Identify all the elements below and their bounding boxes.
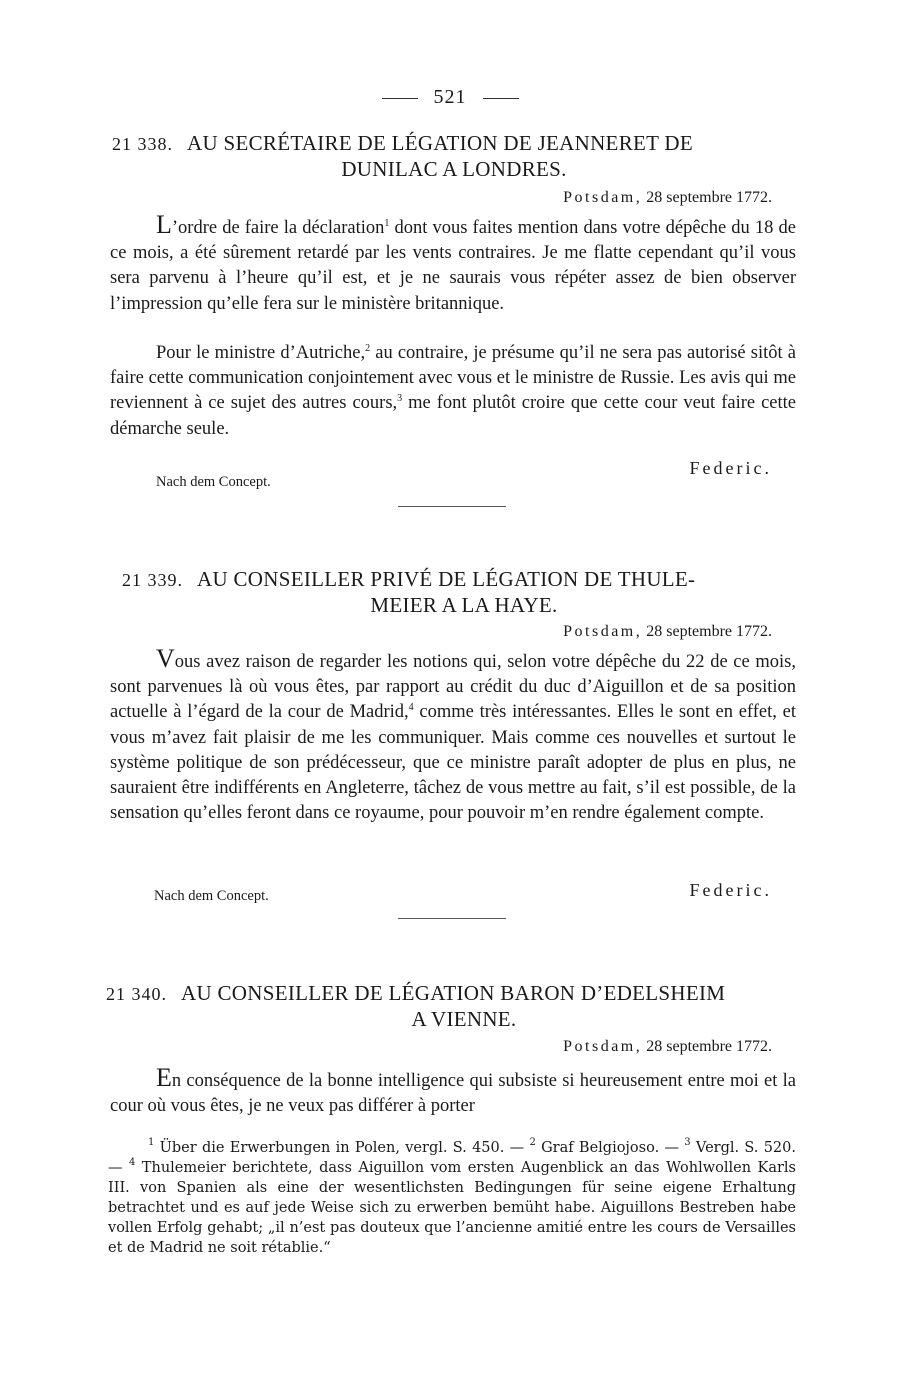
paragraph-text: au contraire, je présume qu’il ne sera pas autorisé sitôt à faire cette communication conjointement avec vous et le ministre de Russie. Les avis qui me reviennent à ce sujet des autres cours, — [110, 343, 796, 414]
footnote-ref: 4 — [408, 702, 414, 714]
paragraph-text: me font plutôt croire que cette cour veut faire cette démarche seule. — [110, 393, 796, 439]
paragraph-text: n conséquence de la bonne intelligence qui subsiste si heureusement entre moi et la cour où vous êtes, je ne veux pas différer à porter — [110, 1071, 796, 1117]
footnote-text: Thulemeier berichtete, dass Aiguillon vom ersten Augenblick an das Wohlwollen Karls III. von Spanien als eine der wesentlichsten Bedingungen für seine eigene Erhaltung betrachtet und es auf jede Weise sich zu erwerben bemüht habe. Aiguillons Bestreben habe vollen Erfolg gehabt; „il n’est pas douteux que l’ancienne amitié entre les cours de Versailles et de Madrid ne soit rétablie.“ — [108, 1160, 796, 1256]
date-text: 28 septembre 1772. — [646, 1038, 772, 1055]
letter-heading — [112, 131, 796, 182]
letter-number: 21 339. — [122, 570, 183, 590]
drop-cap: V — [156, 644, 175, 673]
footnote-text: Vergl. S. 520. — — [108, 1140, 796, 1176]
dateline — [563, 1038, 772, 1056]
footnote-text: Über die Erwerbungen in Polen, vergl. S. 450. — — [154, 1140, 530, 1156]
heading-line-1: AU CONSEILLER DE LÉGATION BARON D’EDELSHEIM — [181, 981, 726, 1005]
letter-paragraph — [110, 1065, 796, 1119]
section-divider — [398, 918, 506, 919]
section-divider — [398, 506, 506, 507]
paragraph-text: ’ordre de faire la déclaration — [171, 218, 385, 238]
footnote-number: 2 — [529, 1137, 536, 1148]
source-note: Nach dem Concept. — [154, 888, 269, 904]
footnotes — [108, 1138, 796, 1258]
page-number-dash-right — [483, 98, 519, 99]
date-text: 28 septembre 1772. — [646, 623, 772, 640]
page-number-text: 521 — [433, 86, 467, 108]
paragraph-text: ous avez raison de regarder les notions qui, selon votre dépêche du 22 de ce mois, sont parvenues là où vous êtes, par rapport au crédit du duc d’Aiguillon et de sa position actuelle à l’égard de la cour de Madrid, — [110, 652, 796, 723]
letter-paragraph — [110, 212, 796, 317]
paragraph-text: Pour le ministre d’Autriche, — [156, 343, 366, 363]
heading-line-2: A VIENNE. — [411, 1007, 517, 1031]
drop-cap: E — [156, 1063, 172, 1092]
footnote-number: 1 — [148, 1137, 155, 1148]
source-note: Nach dem Concept. — [156, 474, 271, 490]
letter-number: 21 338. — [112, 134, 173, 154]
letter-number: 21 340. — [106, 984, 167, 1004]
letter-paragraph — [110, 646, 796, 826]
letter-heading — [112, 567, 796, 618]
footnote-text: Graf Belgiojoso. — — [535, 1140, 685, 1156]
heading-line-2: DUNILAC A LONDRES. — [341, 157, 567, 181]
heading-line-1: AU SECRÉTAIRE DE LÉGATION DE JEANNERET DE — [187, 131, 694, 155]
footnote-number: 3 — [684, 1137, 691, 1148]
page-number — [0, 86, 900, 109]
heading-line-2: MEIER A LA HAYE. — [370, 593, 558, 617]
page-number-dash-left — [382, 98, 418, 99]
date-text: 28 septembre 1772. — [646, 189, 772, 206]
footnote-ref: 2 — [365, 343, 371, 354]
date-place: Potsdam, — [563, 623, 643, 640]
footnote-ref: 3 — [397, 393, 403, 405]
footnote-ref: 1 — [384, 218, 390, 229]
signature: Federic. — [689, 880, 772, 900]
dateline — [563, 623, 772, 641]
paragraph-text: dont vous faites mention dans votre dépêche du 18 de ce mois, a été sûrement retardé par les vents contraires. Je me flatte cependant qu’il vous sera parvenu à l’heure qu’il est, et je ne saurais vous répéter assez de bien observer l’impression qu’elle fera sur le ministère britannique. — [110, 218, 796, 314]
date-place: Potsdam, — [563, 1038, 643, 1055]
date-place: Potsdam, — [563, 189, 643, 206]
paragraph-text: comme très intéressantes. Elles le sont en effet, et vous m’avez fait plaisir de me les communiquer. Mais comme ces nouvelles et surtout le système politique de son prédécesseur, que ce ministre paraît adopter de plus en plus, ne sauraient être indifférents en Angleterre, tâchez de vous mettre au fait, s’il est possible, de la sensation qu’elles feront dans ce royaume, pour pouvoir m’en rendre également compte. — [110, 702, 796, 824]
letter-heading — [106, 981, 796, 1032]
signature: Federic. — [689, 458, 772, 478]
footnote-block — [108, 1138, 796, 1258]
drop-cap: L — [156, 210, 172, 239]
dateline — [563, 189, 772, 207]
heading-line-1: AU CONSEILLER PRIVÉ DE LÉGATION DE THULE- — [197, 567, 696, 591]
footnote-number: 4 — [128, 1157, 136, 1168]
letter-paragraph — [110, 341, 796, 442]
